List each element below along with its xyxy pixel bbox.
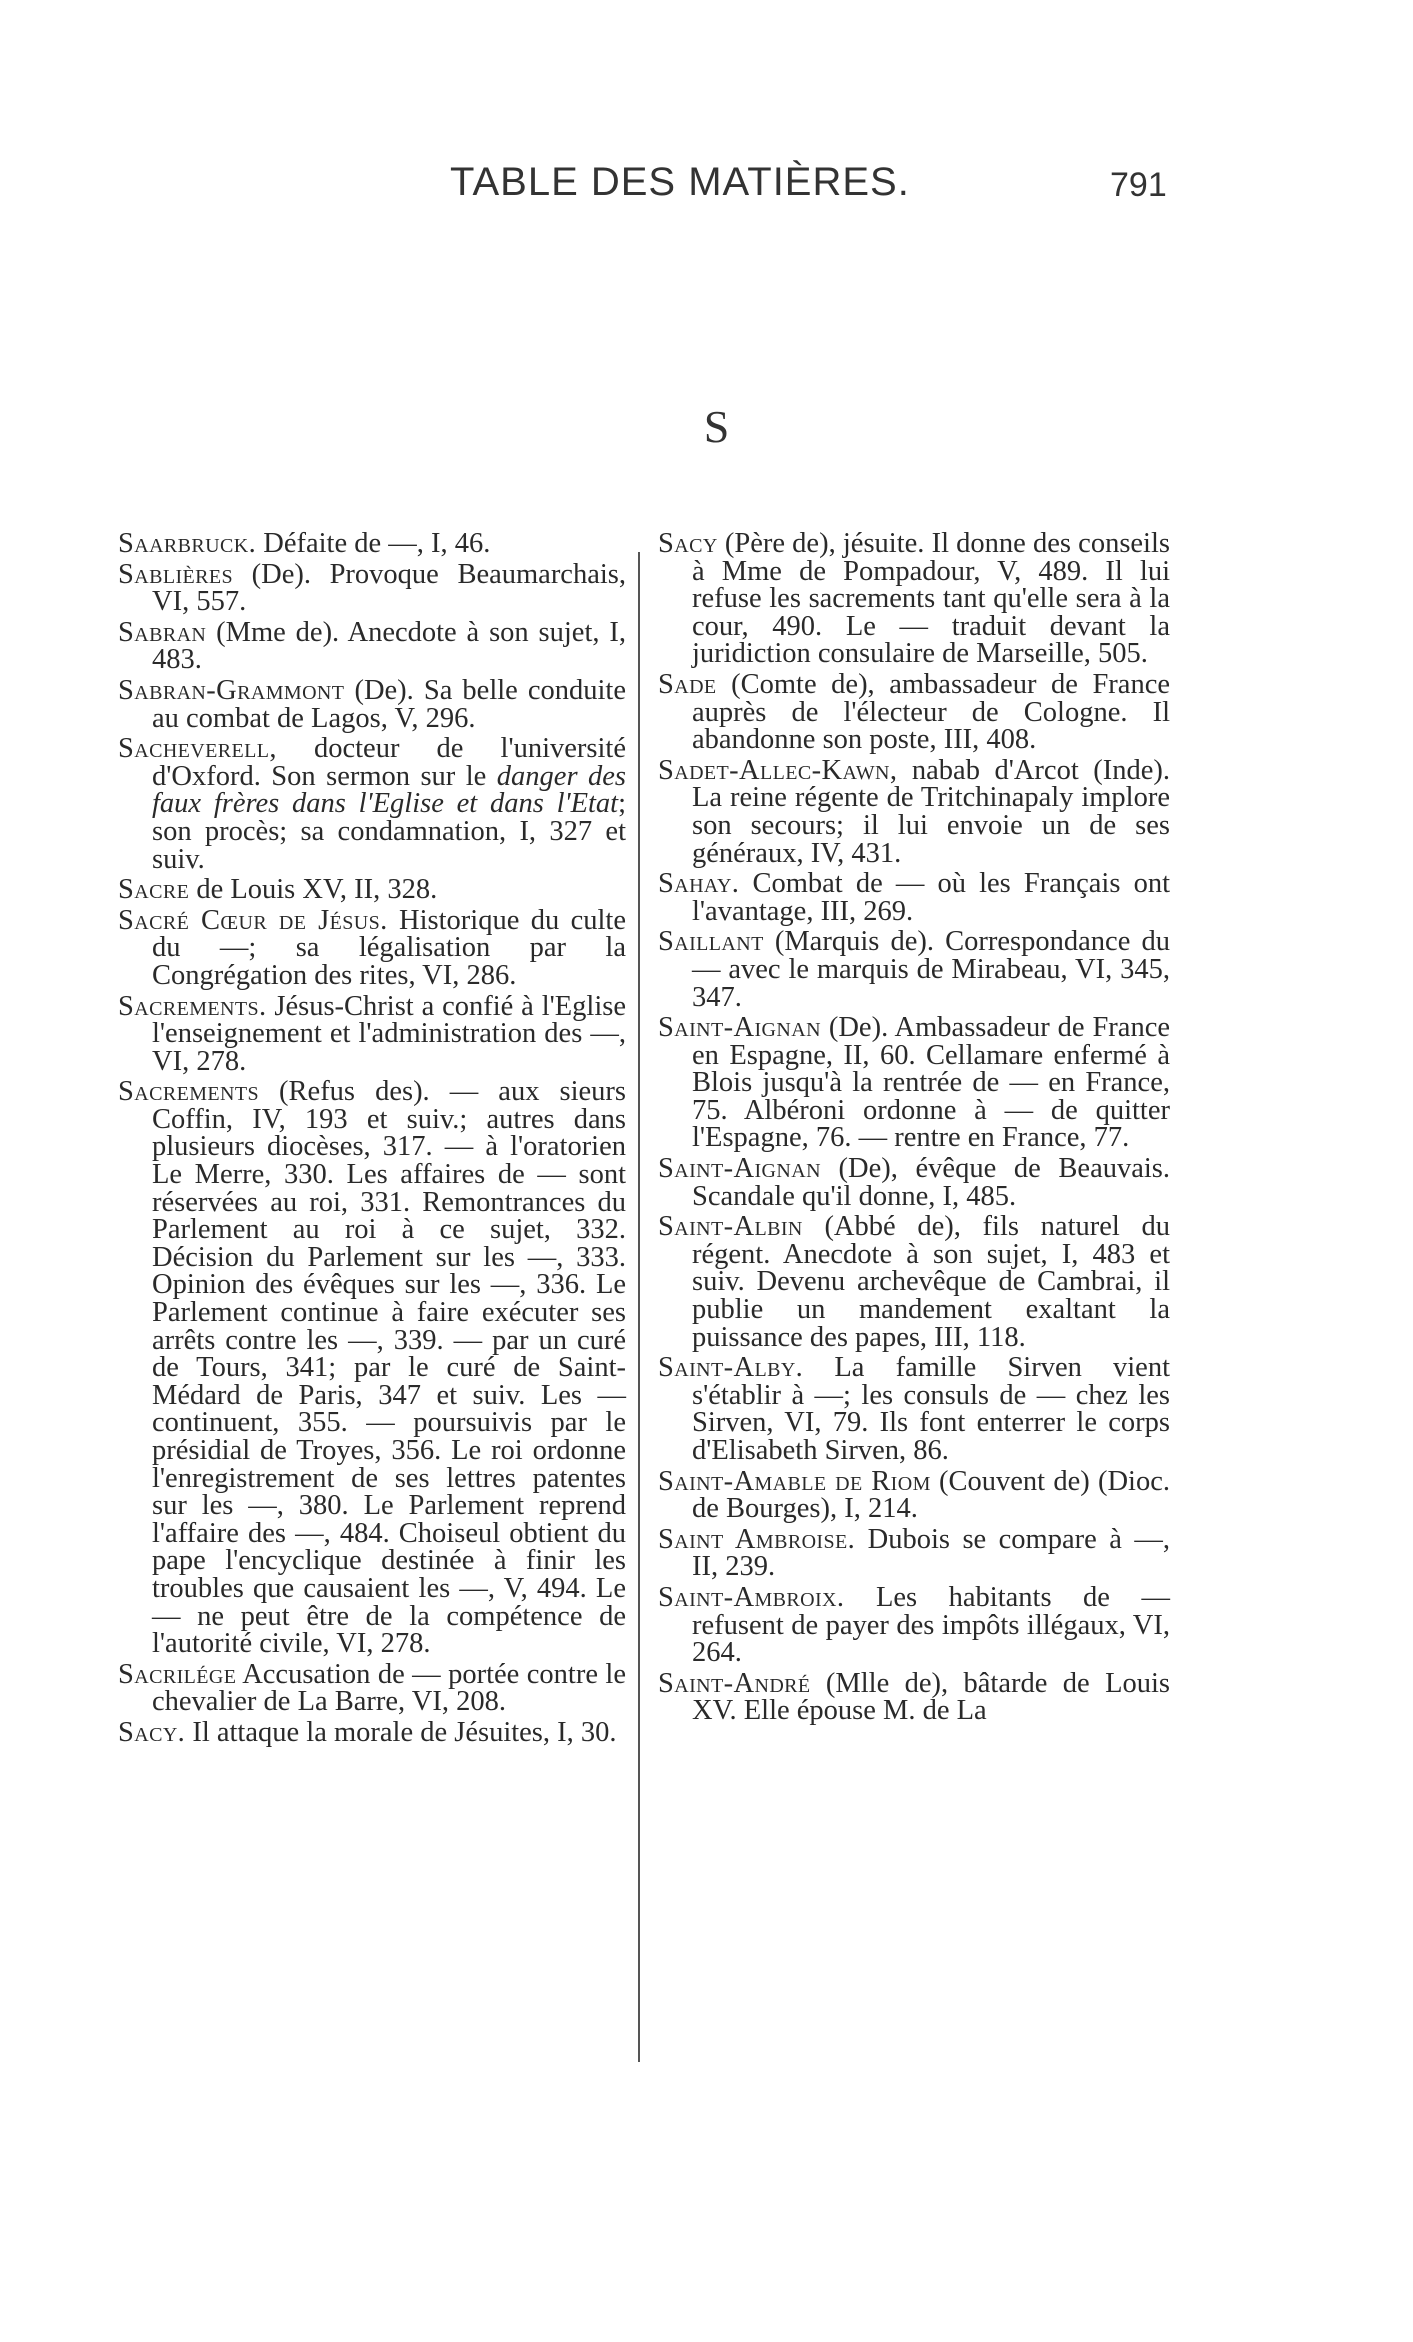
index-entry: [118, 1076, 626, 1660]
entry-text: (Refus des). — aux sieurs Coffin, IV, 193 et suiv.; autres dans plusieurs diocèses, 317. — à l'oratorien Le Merre, 330. Les affaires de — sont réservées au roi, 331. Remontrances du Parlement au roi à ce sujet, 332. Décision du Parlement sur les —, 333. Opinion des évêques sur les —, 336. Le Parlement continue à faire exécuter ses arrêts contre les —, 339. — par un curé de Tours, 341; par le curé de Saint-Médard de Paris, 347 et suiv. Les — continuent, 355. — poursuivis par le présidial de Troyes, 356. Le roi ordonne l'enregistrement de ses lettres patentes sur les —, 380. Le Parlement reprend l'affaire des —, 484. Choiseul obtient du pape l'encyclique destinée à finir les troubles que causaient les —, V, 494. Le — ne peut être de la compétence de l'autorité civile, VI, 278.: [152, 1076, 626, 1660]
section-letter: S: [703, 401, 730, 452]
entry-headword: Sade: [658, 668, 717, 700]
entry-text: (De). Ambassadeur de France en Espagne, II, 60. Cellamare enfermé à Blois jusqu'à la rentrée de — en France, 75. Albéroni ordonne à — de quitter l'Espagne, 76. — rentre en France, 77.: [692, 1012, 1170, 1154]
entry-headword: Sablières: [118, 558, 234, 590]
index-entry: [658, 1523, 1171, 1583]
right-column: [658, 530, 1170, 1728]
entry-headword: Sacré Cœur de Jésus.: [118, 904, 388, 936]
index-entry: [118, 876, 626, 904]
entry-text: de Louis XV, II, 328.: [189, 874, 438, 906]
entry-text: (Couvent de) (Dioc. de Bourges), I, 214.: [692, 1465, 1170, 1525]
index-entry: [658, 870, 1170, 925]
index-entry: [658, 928, 1170, 1011]
index-entry: [658, 1014, 1170, 1152]
entry-text: (De). Provoque Beaumarchais, VI, 557.: [152, 558, 626, 618]
index-entry: [118, 904, 626, 991]
index-entry: [118, 1716, 626, 1748]
index-entry: [118, 1658, 626, 1718]
index-entry: [658, 1465, 1170, 1525]
entry-text: La famille Sirven vient s'établir à —; les consuls de — chez les Sirven, VI, 79. Ils font enterrer le corps d'Elisabeth Sirven, 86.: [692, 1352, 1170, 1466]
entry-headword: Saint-Alby.: [658, 1352, 804, 1384]
entry-text: nabab d'Arcot (Inde). La reine régente de Tritchinapaly implore son secours; il lui envoie un de ses généraux, IV, 431.: [692, 754, 1170, 869]
running-head: [0, 160, 1413, 210]
entry-text: (Père de), jésuite. Il donne des conseils à Mme de Pompadour, V, 489. Il lui refuse les sacrements tant qu'elle sera à la cour, 490. Le — traduit devant la juridiction consulaire de Marseille, 505.: [692, 528, 1170, 670]
entry-text: ; son procès; sa condamnation, I, 327 et suiv.: [152, 788, 626, 875]
entry-text: (De), évêque de Beauvais. Scandale qu'il donne, I, 485.: [692, 1153, 1170, 1212]
entry-headword: Sacy: [658, 528, 718, 559]
entry-text: Combat de — où les Français ont l'avantage, III, 269.: [692, 868, 1170, 927]
left-column: [118, 530, 626, 1750]
index-entry: [658, 668, 1170, 756]
index-entry: [118, 990, 626, 1077]
entry-text: (Marquis de). Correspondance du — avec le marquis de Mirabeau, VI, 345, 347.: [692, 926, 1170, 1013]
entry-headword: Sacheverell,: [118, 733, 277, 765]
index-entry: [658, 754, 1170, 869]
entry-text: (Comte de), ambassadeur de France auprès de l'électeur de Cologne. Il abandonne son poste, III, 408.: [692, 668, 1170, 756]
entry-headword: Saint-André: [658, 1667, 811, 1699]
entry-text: Il attaque la morale de Jésuites, I, 30.: [185, 1716, 617, 1748]
entry-text: docteur de l'université d'Oxford. Son sermon sur le: [152, 733, 626, 792]
entry-italic-title: danger des faux frères dans l'Eglise et dans l'Etat: [152, 760, 626, 820]
entry-headword: Sacre: [118, 874, 190, 906]
entry-headword: Saint Ambroise.: [658, 1523, 856, 1555]
entry-text: Les habitants de — refusent de payer des impôts illégaux, VI, 264.: [692, 1581, 1170, 1669]
entry-headword: Sacrements.: [118, 990, 267, 1022]
index-entry: [658, 1581, 1170, 1669]
entry-text: (Mme de). Anecdote à son sujet, I, 483.: [152, 616, 626, 676]
entry-headword: Sacrilége: [118, 1658, 237, 1690]
entry-headword: Saint-Ambroix.: [658, 1581, 845, 1613]
entry-text: (De). Sa belle conduite au combat de Lagos, V, 296.: [152, 674, 626, 734]
index-entry: [658, 530, 1170, 668]
entry-text: Défaite de —, I, 46.: [256, 528, 491, 559]
entry-headword: Saint-Albin: [658, 1211, 803, 1243]
index-entry: [658, 1354, 1170, 1464]
entry-headword: Sabran-Grammont: [118, 674, 345, 706]
entry-headword: Sacrements: [118, 1076, 259, 1108]
entry-text: (Mlle de), bâtarde de Louis XV. Elle épouse M. de La: [692, 1667, 1170, 1727]
entry-headword: Sacy.: [118, 1716, 186, 1748]
entry-headword: Sadet-Allec-Kawn,: [658, 754, 898, 786]
index-entry: [658, 1667, 1170, 1727]
index-entry: [118, 558, 626, 618]
index-entry: [658, 1213, 1170, 1351]
entry-text: Jésus-Christ a confié à l'Eglise l'enseignement et l'administration des —, VI, 278.: [152, 990, 626, 1077]
index-entry: [658, 1155, 1170, 1210]
index-entry: [118, 735, 626, 873]
running-title: TABLE DES MATIÈRES.: [450, 160, 910, 204]
entry-headword: Sahay.: [658, 868, 740, 900]
index-entry: [118, 616, 626, 676]
entry-headword: Saint-Aignan: [658, 1012, 821, 1044]
entry-text: Accusation de — portée contre le chevalier de La Barre, VI, 208.: [152, 1658, 626, 1718]
entry-headword: Saint-Aignan: [658, 1153, 821, 1185]
entry-text: (Abbé de), fils naturel du régent. Anecdote à son sujet, I, 483 et suiv. Devenu archevêque de Cambrai, il publie un mandement exaltant la puissance des papes, III, 118.: [692, 1211, 1170, 1353]
page-number: 791: [1110, 166, 1167, 204]
entry-headword: Saarbruck.: [118, 528, 257, 559]
entry-text: Historique du culte du —; sa légalisation par la Congrégation des rites, VI, 286.: [152, 904, 626, 991]
index-entry: [118, 530, 626, 558]
column-divider: [638, 552, 640, 2062]
entry-headword: Saillant: [658, 926, 764, 958]
index-entry: [118, 674, 626, 734]
entry-headword: Sabran: [118, 616, 207, 648]
entry-headword: Saint-Amable de Riom: [658, 1465, 931, 1497]
entry-text: Dubois se compare à —, II, 239.: [692, 1523, 1171, 1583]
